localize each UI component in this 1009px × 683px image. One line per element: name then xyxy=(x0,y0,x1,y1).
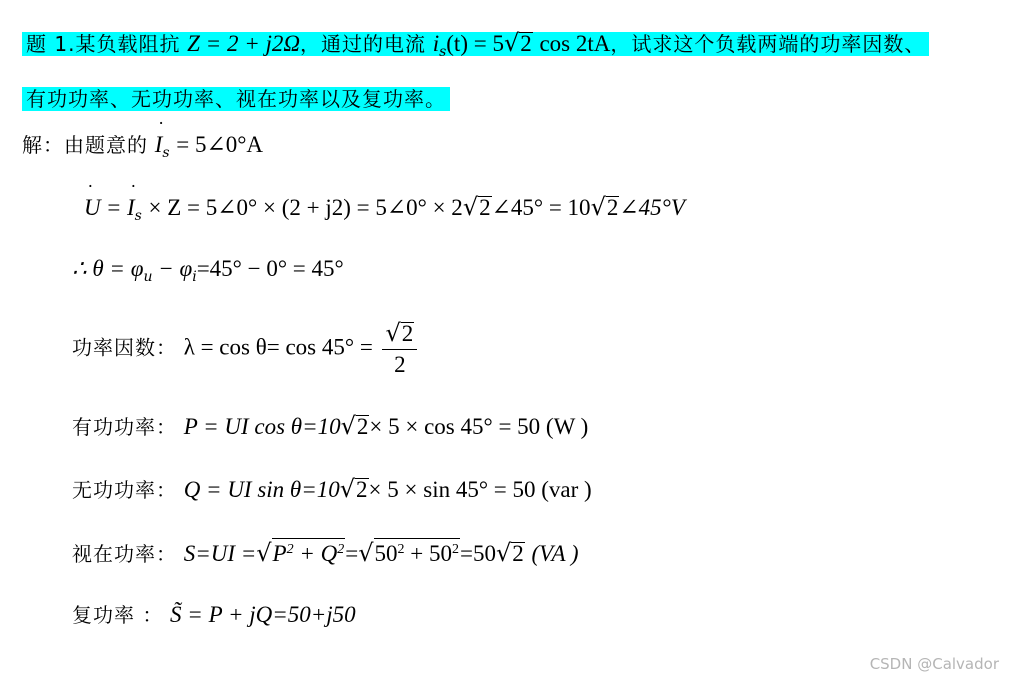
voltage-phasor-symbol: ˙ U xyxy=(84,191,101,225)
complex-power-expr: S̃ = P + jQ=50+j50 xyxy=(170,602,356,627)
apparent-power-line xyxy=(72,536,579,571)
voltage-current-sub: s xyxy=(134,208,142,224)
phasor-current-symbol: ˙ I xyxy=(155,128,163,162)
phasor-current-value: = 5∠0°A xyxy=(176,132,264,157)
reactive-power-part-1: Q = UI sin θ=10 xyxy=(183,477,340,502)
active-power-line xyxy=(72,409,588,444)
current-root: 2 xyxy=(520,31,532,56)
fraction-root: 2 xyxy=(401,321,414,346)
theta-sub-i: i xyxy=(192,269,197,285)
voltage-current-symbol: ˙ I xyxy=(127,191,135,225)
root2-term-a: 50 xyxy=(374,541,398,566)
impedance-expr: Z = 2 + j2Ω xyxy=(187,31,300,56)
solution-label: 解： xyxy=(22,133,64,157)
theta-part-2: − φ xyxy=(152,256,193,281)
apparent-power-part-3: (VA ) xyxy=(531,541,579,566)
voltage-part-1: × Z = 5∠0° × (2 + j2) = 5∠0° × 2 xyxy=(148,195,463,220)
watermark: CSDN @Calvador xyxy=(869,655,999,673)
power-factor-expr: λ = cos θ= cos 45° = xyxy=(183,334,373,360)
problem-text-1: 某负载阻抗 xyxy=(75,32,181,56)
problem-text-3: ，试求这个负载两端的功率因数、 xyxy=(610,32,926,56)
sqrt-icon: √ xyxy=(385,319,401,347)
root1-sup-a: 2 xyxy=(286,542,294,557)
root1-term-b: + Q xyxy=(293,541,338,566)
active-power-label: 有功功率： xyxy=(72,415,177,439)
root2-term-b: + 50 xyxy=(404,541,453,566)
current-subscript: s xyxy=(439,44,447,60)
root1-term-a: P xyxy=(272,541,287,566)
root2-sup-b: 2 xyxy=(452,542,460,557)
sqrt-icon: √ xyxy=(256,539,272,567)
power-factor-label: 功率因数： xyxy=(72,335,177,360)
fraction-numerator xyxy=(382,318,417,350)
power-factor-fraction xyxy=(382,318,417,380)
current-arg: (t) = 5 xyxy=(446,31,504,56)
apparent-power-part-2: =50 xyxy=(460,541,496,566)
active-power-part-2: × 5 × cos 45° = 50 (W ) xyxy=(369,414,589,439)
problem-label: 题 1. xyxy=(26,32,76,56)
current-symbol: i xyxy=(432,31,440,56)
theta-sub-u: u xyxy=(143,269,153,285)
apparent-power-root-2 xyxy=(374,538,460,565)
reactive-power-label: 无功功率： xyxy=(72,478,177,502)
reactive-power-part-2: × 5 × sin 45° = 50 (var ) xyxy=(368,477,592,502)
problem-text-4: 有功功率、无功功率、视在功率以及复功率。 xyxy=(22,87,450,111)
problem-line-1 xyxy=(22,26,929,69)
fraction-denominator: 2 xyxy=(394,352,406,377)
current-rhs: cos 2tA xyxy=(539,31,611,56)
theta-part-1: ∴ θ = φ xyxy=(72,256,144,281)
sqrt-icon: √ xyxy=(496,539,512,567)
power-factor-line xyxy=(72,318,420,380)
reactive-power-line xyxy=(72,472,592,507)
sqrt-icon: √ xyxy=(503,29,520,57)
apparent-power-root-3: 2 xyxy=(512,541,524,566)
active-power-part-1: P = UI cos θ=10 xyxy=(183,414,341,439)
apparent-power-eq: = xyxy=(345,541,359,566)
sqrt-icon: √ xyxy=(590,193,606,221)
voltage-root-1: 2 xyxy=(479,195,491,220)
sqrt-icon: √ xyxy=(358,539,374,567)
apparent-power-root-1 xyxy=(272,538,346,565)
apparent-power-part-1: S=UI = xyxy=(183,541,257,566)
voltage-part-3: ∠45°V xyxy=(619,195,685,220)
sqrt-icon: √ xyxy=(462,193,479,221)
problem-line-2 xyxy=(22,82,450,116)
apparent-power-label: 视在功率： xyxy=(72,542,177,566)
sqrt-icon: √ xyxy=(340,412,356,440)
complex-power-label: 复功率 ： xyxy=(72,603,164,627)
phasor-current-sub: s xyxy=(162,145,170,161)
theta-part-3: =45° − 0° = 45° xyxy=(196,256,344,281)
root1-sup-b: 2 xyxy=(337,542,345,557)
complex-power-line xyxy=(72,598,356,632)
voltage-root-2: 2 xyxy=(606,195,619,220)
sqrt-icon: √ xyxy=(339,475,356,503)
reactive-power-root: 2 xyxy=(356,477,368,502)
voltage-eq: = xyxy=(107,195,121,220)
highlight xyxy=(22,29,929,60)
problem-text-2: ，通过的电流 xyxy=(300,32,426,56)
theta-equation xyxy=(72,252,344,294)
active-power-root: 2 xyxy=(356,414,369,439)
voltage-part-2: ∠45° = 10 xyxy=(491,195,591,220)
solution-intro-text: 由题意的 xyxy=(64,133,148,157)
root2-sup-a: 2 xyxy=(397,542,405,557)
voltage-equation xyxy=(84,190,685,233)
solution-intro xyxy=(22,128,263,170)
